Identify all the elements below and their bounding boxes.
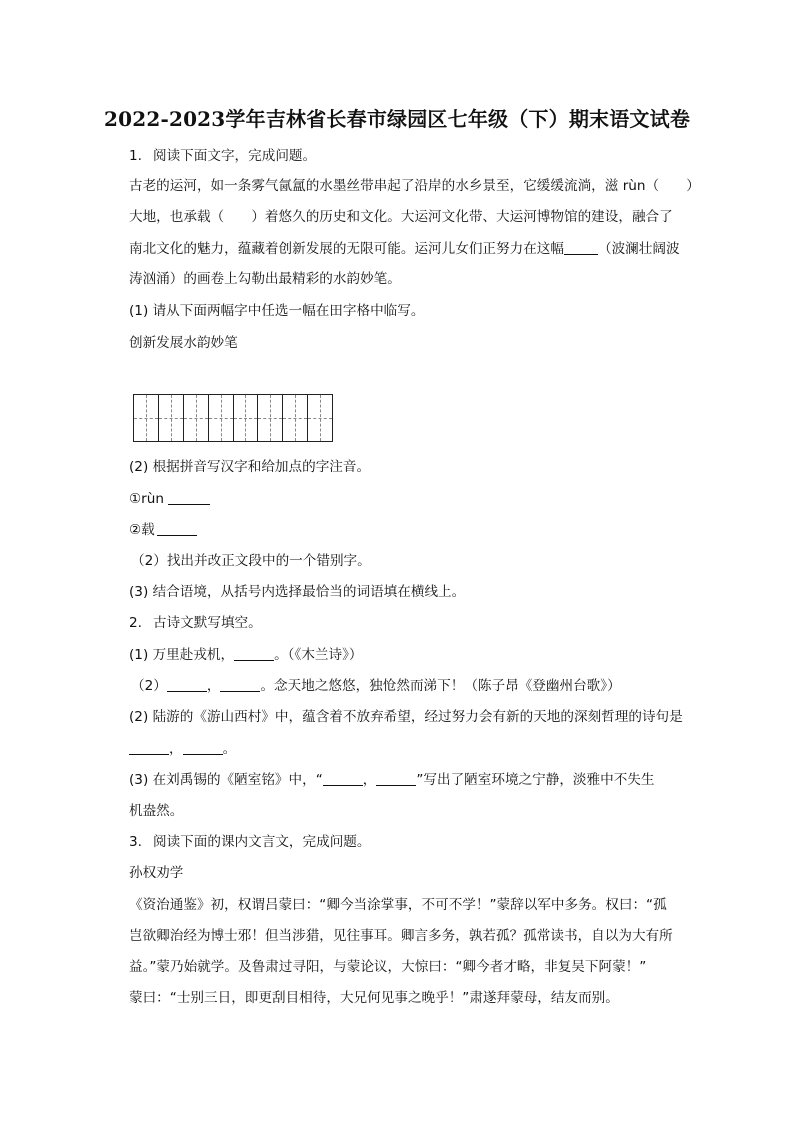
grid-cell[interactable] xyxy=(159,395,184,441)
question-text: ， xyxy=(362,772,377,788)
passage-line: 益。”蒙乃始就学。及鲁肃过寻阳，与蒙论议，大惊曰：“卿今者才略，非复吴下阿蒙！” xyxy=(129,959,647,975)
fill-blank[interactable] xyxy=(564,240,598,255)
question-text: 。（《木兰诗》） xyxy=(274,647,363,663)
sub-question xyxy=(129,771,654,789)
passage-line: 古老的运河，如一条雾气氤氲的水墨丝带串起了沿岸的水乡景至，它缓缓流淌，滋 rùn（ ） xyxy=(129,178,700,194)
fill-blank[interactable] xyxy=(168,490,210,505)
question-text: （2） xyxy=(131,678,167,694)
answer-item xyxy=(129,521,197,539)
passage-text: 南北文化的魅力，蕴藏着创新发展的无限可能。运河儿女们正努力在这幅 xyxy=(129,241,564,257)
grid-cell[interactable] xyxy=(184,395,209,441)
passage-line: 大地，也承载（ ）着悠久的历史和文化。大运河文化带、大运河博物馆的建设，融合了 xyxy=(129,209,673,225)
question-text: 。念天地之悠悠，独怆然而涕下！（陈子昂《登幽州台歌》） xyxy=(260,678,621,694)
passage-text: （波澜壮阔波 xyxy=(598,241,680,257)
passage-line xyxy=(129,240,680,258)
copy-text: 创新发展水韵妙笔 xyxy=(129,335,238,351)
question-text: ， xyxy=(206,678,221,694)
tianzige-grid[interactable] xyxy=(133,394,333,442)
item-label: ②载 xyxy=(129,522,155,538)
question-number: 2. xyxy=(129,615,142,631)
question-number: 3. xyxy=(129,834,142,850)
question-prompt: 古诗文默写填空。 xyxy=(153,615,262,631)
grid-cell[interactable] xyxy=(209,395,234,441)
question-2-header xyxy=(129,614,262,632)
passage-line: 涛汹涌）的画卷上勾勒出最精彩的水韵妙笔。 xyxy=(129,271,401,287)
grid-cell[interactable] xyxy=(308,395,332,441)
question-text: ， xyxy=(169,741,183,757)
answer-item xyxy=(129,490,210,508)
passage-line: 《资治通鉴》初，权谓吕蒙曰：“卿今当涂掌事，不可不学！”蒙辞以军中多务。权曰：“孤 xyxy=(129,897,667,913)
question-3-header xyxy=(129,833,371,851)
sub-question: (2) 根据拼音写汉字和给加点的字注音。 xyxy=(129,459,371,475)
fill-blank[interactable] xyxy=(323,771,363,786)
sub-question-cont: 机盎然。 xyxy=(129,803,184,819)
page-title: 2022-2023学年吉林省长春市绿园区七年级（下）期末语文试卷 xyxy=(103,107,691,131)
question-1-header xyxy=(129,147,316,165)
sub-question-cont xyxy=(129,740,236,758)
fill-blank[interactable] xyxy=(183,740,223,755)
sub-question xyxy=(131,677,621,695)
question-prompt: 阅读下面文字，完成问题。 xyxy=(153,148,317,164)
passage-heading: 孙权劝学 xyxy=(129,865,184,881)
question-text: ”写出了陋室环境之宁静，淡雅中不失生 xyxy=(416,772,655,788)
sub-question xyxy=(129,646,363,664)
sub-question: (3) 结合语境，从括号内选择最恰当的词语填在横线上。 xyxy=(129,584,466,600)
grid-cell[interactable] xyxy=(234,395,259,441)
fill-blank[interactable] xyxy=(157,521,197,536)
question-text: 。 xyxy=(222,741,237,757)
grid-cell[interactable] xyxy=(134,395,159,441)
question-number: 1. xyxy=(129,148,142,164)
question-text: (3) 在刘禹锡的《陋室铭》中，“ xyxy=(129,772,323,788)
sub-question: （2）找出并改正文段中的一个错别字。 xyxy=(131,553,371,569)
grid-cell[interactable] xyxy=(283,395,308,441)
fill-blank[interactable] xyxy=(376,771,416,786)
fill-blank[interactable] xyxy=(220,677,260,692)
question-prompt: 阅读下面的课内文言文，完成问题。 xyxy=(153,834,371,850)
fill-blank[interactable] xyxy=(234,646,274,661)
sub-question: (2) 陆游的《游山西村》中，蕴含着不放弃希望，经过努力会有新的天地的深刻哲理的诗句是 xyxy=(129,709,683,725)
fill-blank[interactable] xyxy=(167,677,207,692)
grid-cell[interactable] xyxy=(258,395,283,441)
question-text: (1) 万里赴戎机， xyxy=(129,647,235,663)
passage-line: 蒙曰：“士别三日，即更刮目相待，大兄何见事之晚乎！”肃遂拜蒙母，结友而别。 xyxy=(129,990,619,1006)
fill-blank[interactable] xyxy=(129,740,169,755)
passage-line: 岂欲卿治经为博士邪！但当涉猎，见往事耳。卿言多务，孰若孤？孤常读书，自以为大有所 xyxy=(129,928,673,944)
sub-question: (1) 请从下面两幅字中任选一幅在田字格中临写。 xyxy=(129,303,425,319)
item-label: ①rùn xyxy=(129,491,165,507)
